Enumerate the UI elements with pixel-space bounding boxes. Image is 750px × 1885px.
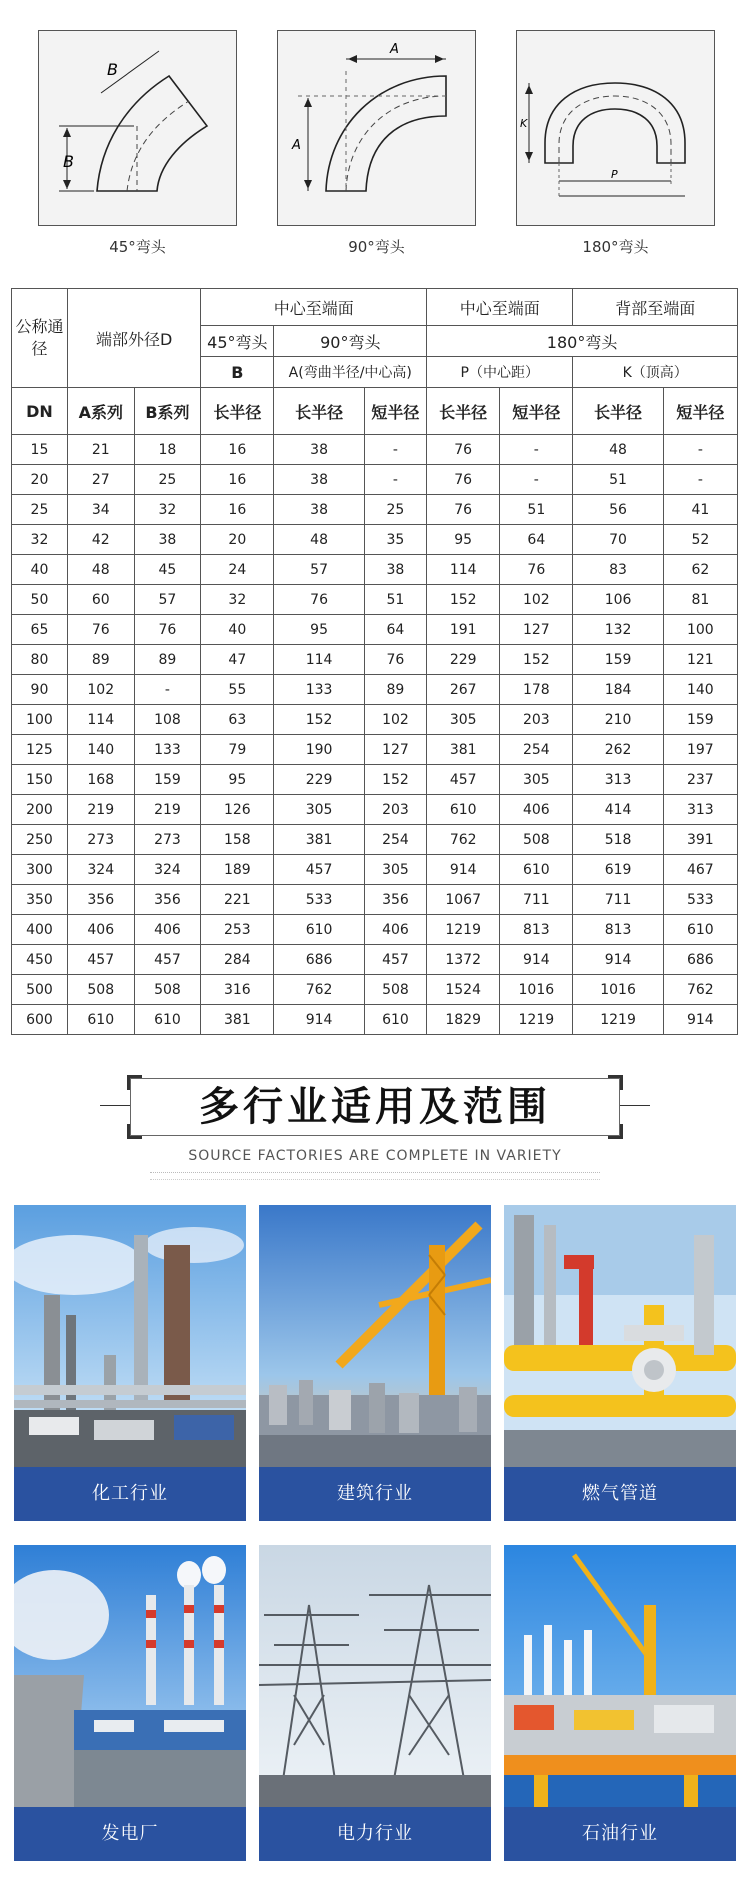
table-cell: 62 bbox=[663, 555, 737, 585]
table-cell: 76 bbox=[500, 555, 573, 585]
header-b-series: B系列 bbox=[134, 388, 201, 435]
elbow-45-diagram bbox=[38, 30, 237, 226]
table-cell: 610 bbox=[500, 855, 573, 885]
table-cell: 108 bbox=[134, 705, 201, 735]
table-cell: 1524 bbox=[427, 975, 500, 1005]
table-cell: 356 bbox=[364, 885, 426, 915]
table-cell: 914 bbox=[663, 1005, 737, 1035]
section-subtitle: SOURCE FACTORIES ARE COMPLETE IN VARIETY bbox=[188, 1148, 562, 1164]
table-cell: 133 bbox=[134, 735, 201, 765]
table-cell: 38 bbox=[274, 435, 364, 465]
table-cell: 203 bbox=[364, 795, 426, 825]
table-cell: - bbox=[663, 435, 737, 465]
table-cell: 159 bbox=[134, 765, 201, 795]
table-cell: 152 bbox=[427, 585, 500, 615]
table-cell: 133 bbox=[274, 675, 364, 705]
table-cell: 25 bbox=[364, 495, 426, 525]
table-cell: 34 bbox=[67, 495, 134, 525]
header-back-to-end: 背部至端面 bbox=[573, 289, 738, 326]
table-cell: - bbox=[364, 465, 426, 495]
table-cell: 47 bbox=[201, 645, 274, 675]
table-row bbox=[12, 975, 738, 1005]
table-cell: 610 bbox=[67, 1005, 134, 1035]
industry-label-construction: 建筑行业 bbox=[259, 1467, 491, 1521]
table-cell: 210 bbox=[573, 705, 663, 735]
table-cell: 114 bbox=[274, 645, 364, 675]
table-cell: 81 bbox=[663, 585, 737, 615]
table-cell: 267 bbox=[427, 675, 500, 705]
table-cell: 457 bbox=[427, 765, 500, 795]
table-cell: 273 bbox=[134, 825, 201, 855]
dim-label-a-side: A bbox=[292, 138, 301, 153]
table-cell: - bbox=[663, 465, 737, 495]
table-cell: 38 bbox=[134, 525, 201, 555]
dim-label-k: K bbox=[520, 117, 528, 130]
table-cell: 89 bbox=[134, 645, 201, 675]
table-cell: 64 bbox=[364, 615, 426, 645]
table-cell: 1829 bbox=[427, 1005, 500, 1035]
table-row bbox=[12, 495, 738, 525]
caption-180: 180°弯头 bbox=[582, 238, 649, 256]
table-row bbox=[12, 1005, 738, 1035]
table-row bbox=[12, 855, 738, 885]
table-cell: 51 bbox=[500, 495, 573, 525]
table-row bbox=[12, 885, 738, 915]
table-cell: 313 bbox=[573, 765, 663, 795]
table-cell: 45 bbox=[134, 555, 201, 585]
table-cell: 102 bbox=[364, 705, 426, 735]
table-cell: 140 bbox=[663, 675, 737, 705]
table-cell: 914 bbox=[274, 1005, 364, 1035]
table-cell: 114 bbox=[67, 705, 134, 735]
table-cell: 51 bbox=[364, 585, 426, 615]
section-line-right bbox=[620, 1105, 650, 1106]
table-cell: 313 bbox=[663, 795, 737, 825]
table-cell: 32 bbox=[12, 525, 68, 555]
header-elbow-180: 180°弯头 bbox=[427, 326, 738, 357]
table-cell: 219 bbox=[134, 795, 201, 825]
table-cell: 95 bbox=[427, 525, 500, 555]
header-center-to-end-a: 中心至端面 bbox=[201, 289, 427, 326]
chemical-plant-photo bbox=[14, 1205, 246, 1467]
table-cell: 15 bbox=[12, 435, 68, 465]
table-cell: 508 bbox=[134, 975, 201, 1005]
industry-card-gas[interactable] bbox=[504, 1205, 736, 1521]
table-cell: 400 bbox=[12, 915, 68, 945]
table-cell: 159 bbox=[573, 645, 663, 675]
table-cell: 60 bbox=[67, 585, 134, 615]
table-cell: 762 bbox=[274, 975, 364, 1005]
table-cell: 381 bbox=[427, 735, 500, 765]
table-cell: 41 bbox=[663, 495, 737, 525]
table-cell: 600 bbox=[12, 1005, 68, 1035]
table-cell: 52 bbox=[663, 525, 737, 555]
table-cell: 250 bbox=[12, 825, 68, 855]
table-cell: 168 bbox=[67, 765, 134, 795]
table-cell: 619 bbox=[573, 855, 663, 885]
table-body bbox=[12, 435, 738, 1035]
table-cell: 508 bbox=[364, 975, 426, 1005]
table-cell: 95 bbox=[201, 765, 274, 795]
table-cell: 324 bbox=[67, 855, 134, 885]
gas-pipeline-photo bbox=[504, 1205, 736, 1467]
elbow-dimension-table bbox=[11, 288, 738, 1035]
table-cell: 57 bbox=[274, 555, 364, 585]
table-cell: 16 bbox=[201, 465, 274, 495]
table-cell: 229 bbox=[274, 765, 364, 795]
header-p-center: P（中心距） bbox=[427, 357, 573, 388]
table-cell: 16 bbox=[201, 435, 274, 465]
construction-crane-photo bbox=[259, 1205, 491, 1467]
table-cell: 76 bbox=[427, 465, 500, 495]
table-cell: 253 bbox=[201, 915, 274, 945]
header-k-top: K（顶高） bbox=[573, 357, 738, 388]
table-cell: 121 bbox=[663, 645, 737, 675]
table-cell: 102 bbox=[500, 585, 573, 615]
table-cell: 114 bbox=[427, 555, 500, 585]
table-row bbox=[12, 435, 738, 465]
table-cell: 132 bbox=[573, 615, 663, 645]
section-title: 多行业适用及范围 bbox=[199, 1084, 551, 1130]
table-cell: 1067 bbox=[427, 885, 500, 915]
header-short-radius-p: 短半径 bbox=[500, 388, 573, 435]
header-nominal-diameter: 公称通径 bbox=[12, 289, 68, 388]
table-cell: 76 bbox=[427, 495, 500, 525]
table-cell: 27 bbox=[67, 465, 134, 495]
table-cell: 102 bbox=[67, 675, 134, 705]
table-cell: 32 bbox=[134, 495, 201, 525]
table-cell: 184 bbox=[573, 675, 663, 705]
elbow-45-drawing bbox=[39, 31, 236, 225]
table-cell: 95 bbox=[274, 615, 364, 645]
table-cell: 381 bbox=[201, 1005, 274, 1035]
header-center-to-end-b: 中心至端面 bbox=[427, 289, 573, 326]
table-cell: 80 bbox=[12, 645, 68, 675]
table-row bbox=[12, 465, 738, 495]
dim-label-a-top: A bbox=[390, 42, 399, 57]
table-cell: 64 bbox=[500, 525, 573, 555]
power-plant-photo bbox=[14, 1545, 246, 1807]
industry-label-oil: 石油行业 bbox=[504, 1807, 736, 1861]
header-a-radius: A(弯曲半径/中心高) bbox=[274, 357, 427, 388]
table-cell: 57 bbox=[134, 585, 201, 615]
table-cell: 221 bbox=[201, 885, 274, 915]
table-cell: 76 bbox=[364, 645, 426, 675]
table-cell: 237 bbox=[663, 765, 737, 795]
table-cell: 191 bbox=[427, 615, 500, 645]
header-long-radius-90: 长半径 bbox=[274, 388, 364, 435]
table-cell: 152 bbox=[274, 705, 364, 735]
table-cell: 140 bbox=[67, 735, 134, 765]
table-cell: 203 bbox=[500, 705, 573, 735]
table-cell: 76 bbox=[427, 435, 500, 465]
table-cell: 126 bbox=[201, 795, 274, 825]
table-cell: 316 bbox=[201, 975, 274, 1005]
table-row bbox=[12, 705, 738, 735]
table-cell: 219 bbox=[67, 795, 134, 825]
table-cell: 414 bbox=[573, 795, 663, 825]
table-cell: 813 bbox=[573, 915, 663, 945]
table-cell: 350 bbox=[12, 885, 68, 915]
table-cell: 457 bbox=[274, 855, 364, 885]
table-cell: 63 bbox=[201, 705, 274, 735]
table-row bbox=[12, 645, 738, 675]
table-cell: 508 bbox=[67, 975, 134, 1005]
table-cell: 197 bbox=[663, 735, 737, 765]
table-cell: 500 bbox=[12, 975, 68, 1005]
table-cell: 48 bbox=[274, 525, 364, 555]
table-cell: 1219 bbox=[427, 915, 500, 945]
table-cell: 90 bbox=[12, 675, 68, 705]
industry-card-oil[interactable] bbox=[504, 1545, 736, 1861]
table-row bbox=[12, 945, 738, 975]
table-row bbox=[12, 825, 738, 855]
industry-label-chemical: 化工行业 bbox=[14, 1467, 246, 1521]
table-cell: 356 bbox=[67, 885, 134, 915]
industry-card-power-plant[interactable] bbox=[14, 1545, 246, 1861]
table-cell: 83 bbox=[573, 555, 663, 585]
table-cell: 711 bbox=[573, 885, 663, 915]
table-cell: 35 bbox=[364, 525, 426, 555]
table-cell: 1372 bbox=[427, 945, 500, 975]
header-dn: DN bbox=[12, 388, 68, 435]
header-long-radius-p: 长半径 bbox=[427, 388, 500, 435]
table-cell: 813 bbox=[500, 915, 573, 945]
table-cell: 254 bbox=[364, 825, 426, 855]
dim-label-b-lower: B bbox=[63, 152, 74, 171]
table-cell: 18 bbox=[134, 435, 201, 465]
table-cell: 406 bbox=[67, 915, 134, 945]
table-cell: 686 bbox=[274, 945, 364, 975]
table-row bbox=[12, 555, 738, 585]
table-cell: 56 bbox=[573, 495, 663, 525]
table-cell: 51 bbox=[573, 465, 663, 495]
table-cell: 190 bbox=[274, 735, 364, 765]
table-cell: 1016 bbox=[500, 975, 573, 1005]
table-row bbox=[12, 915, 738, 945]
header-short-radius-90: 短半径 bbox=[364, 388, 426, 435]
table-cell: 152 bbox=[500, 645, 573, 675]
table-cell: 450 bbox=[12, 945, 68, 975]
table-cell: 79 bbox=[201, 735, 274, 765]
table-row bbox=[12, 525, 738, 555]
table-cell: 32 bbox=[201, 585, 274, 615]
table-cell: - bbox=[500, 465, 573, 495]
table-cell: 324 bbox=[134, 855, 201, 885]
elbow-90-diagram bbox=[277, 30, 476, 226]
table-cell: 284 bbox=[201, 945, 274, 975]
table-cell: 406 bbox=[134, 915, 201, 945]
industry-card-construction[interactable] bbox=[259, 1205, 491, 1521]
table-cell: 76 bbox=[134, 615, 201, 645]
table-cell: 356 bbox=[134, 885, 201, 915]
industry-card-chemical[interactable] bbox=[14, 1205, 246, 1521]
header-short-radius-k: 短半径 bbox=[663, 388, 737, 435]
table-cell: 610 bbox=[134, 1005, 201, 1035]
table-cell: 533 bbox=[274, 885, 364, 915]
table-cell: 406 bbox=[364, 915, 426, 945]
dim-label-p: P bbox=[611, 168, 618, 181]
table-cell: 533 bbox=[663, 885, 737, 915]
elbow-180-drawing bbox=[517, 31, 714, 225]
table-cell: 55 bbox=[201, 675, 274, 705]
table-cell: - bbox=[364, 435, 426, 465]
section-decorative-rule bbox=[150, 1172, 600, 1180]
table-cell: 178 bbox=[500, 675, 573, 705]
table-cell: 189 bbox=[201, 855, 274, 885]
table-cell: 686 bbox=[663, 945, 737, 975]
table-row bbox=[12, 675, 738, 705]
table-cell: 914 bbox=[427, 855, 500, 885]
table-cell: 125 bbox=[12, 735, 68, 765]
table-cell: 38 bbox=[274, 465, 364, 495]
table-cell: 305 bbox=[427, 705, 500, 735]
table-cell: 76 bbox=[67, 615, 134, 645]
table-cell: 914 bbox=[500, 945, 573, 975]
table-cell: 610 bbox=[427, 795, 500, 825]
table-cell: 20 bbox=[12, 465, 68, 495]
table-cell: 20 bbox=[201, 525, 274, 555]
caption-45: 45°弯头 bbox=[109, 238, 166, 256]
table-cell: - bbox=[134, 675, 201, 705]
table-cell: 391 bbox=[663, 825, 737, 855]
elbow-90-drawing bbox=[278, 31, 475, 225]
table-cell: 38 bbox=[274, 495, 364, 525]
table-cell: 305 bbox=[274, 795, 364, 825]
table-cell: 158 bbox=[201, 825, 274, 855]
table-cell: 508 bbox=[500, 825, 573, 855]
header-long-radius-k: 长半径 bbox=[573, 388, 663, 435]
table-row bbox=[12, 795, 738, 825]
table-cell: 25 bbox=[134, 465, 201, 495]
table-cell: 100 bbox=[12, 705, 68, 735]
industry-label-power-plant: 发电厂 bbox=[14, 1807, 246, 1861]
table-cell: 457 bbox=[364, 945, 426, 975]
table-row bbox=[12, 765, 738, 795]
table-cell: 200 bbox=[12, 795, 68, 825]
dim-label-b-upper: B bbox=[107, 60, 118, 79]
header-a-series: A系列 bbox=[67, 388, 134, 435]
header-elbow-90: 90°弯头 bbox=[274, 326, 427, 357]
header-b: B bbox=[201, 357, 274, 388]
header-end-od: 端部外径D bbox=[67, 289, 200, 388]
table-cell: 762 bbox=[663, 975, 737, 1005]
table-cell: 50 bbox=[12, 585, 68, 615]
table-cell: 152 bbox=[364, 765, 426, 795]
table-cell: 1016 bbox=[573, 975, 663, 1005]
table-cell: 48 bbox=[67, 555, 134, 585]
table-cell: 406 bbox=[500, 795, 573, 825]
header-elbow-45: 45°弯头 bbox=[201, 326, 274, 357]
table-cell: 711 bbox=[500, 885, 573, 915]
table-cell: 381 bbox=[274, 825, 364, 855]
table-cell: 21 bbox=[67, 435, 134, 465]
table-cell: 100 bbox=[663, 615, 737, 645]
table-cell: 914 bbox=[573, 945, 663, 975]
table-cell: 38 bbox=[364, 555, 426, 585]
section-line-left bbox=[100, 1105, 130, 1106]
table-cell: 467 bbox=[663, 855, 737, 885]
industry-card-power[interactable] bbox=[259, 1545, 491, 1861]
table-cell: 76 bbox=[274, 585, 364, 615]
table-cell: 42 bbox=[67, 525, 134, 555]
table-cell: 25 bbox=[12, 495, 68, 525]
table-cell: 229 bbox=[427, 645, 500, 675]
table-cell: 300 bbox=[12, 855, 68, 885]
table-cell: 305 bbox=[500, 765, 573, 795]
table-cell: 127 bbox=[500, 615, 573, 645]
table-cell: 610 bbox=[663, 915, 737, 945]
table-cell: 1219 bbox=[573, 1005, 663, 1035]
table-cell: 48 bbox=[573, 435, 663, 465]
table-cell: 89 bbox=[364, 675, 426, 705]
caption-90: 90°弯头 bbox=[348, 238, 405, 256]
table-cell: 518 bbox=[573, 825, 663, 855]
table-cell: 254 bbox=[500, 735, 573, 765]
table-cell: 16 bbox=[201, 495, 274, 525]
table-cell: 40 bbox=[201, 615, 274, 645]
table-cell: 457 bbox=[134, 945, 201, 975]
table-row bbox=[12, 585, 738, 615]
table-row bbox=[12, 615, 738, 645]
table-cell: - bbox=[500, 435, 573, 465]
table-cell: 273 bbox=[67, 825, 134, 855]
table-cell: 150 bbox=[12, 765, 68, 795]
table-cell: 159 bbox=[663, 705, 737, 735]
table-row bbox=[12, 735, 738, 765]
elbow-diagrams bbox=[0, 0, 750, 280]
table-cell: 762 bbox=[427, 825, 500, 855]
table-cell: 127 bbox=[364, 735, 426, 765]
table-cell: 89 bbox=[67, 645, 134, 675]
table-cell: 457 bbox=[67, 945, 134, 975]
table-cell: 65 bbox=[12, 615, 68, 645]
table-cell: 70 bbox=[573, 525, 663, 555]
table-cell: 305 bbox=[364, 855, 426, 885]
power-substation-photo bbox=[259, 1545, 491, 1807]
industry-label-gas: 燃气管道 bbox=[504, 1467, 736, 1521]
table-cell: 1219 bbox=[500, 1005, 573, 1035]
elbow-180-diagram bbox=[516, 30, 715, 226]
table-cell: 262 bbox=[573, 735, 663, 765]
table-cell: 610 bbox=[364, 1005, 426, 1035]
table-cell: 106 bbox=[573, 585, 663, 615]
table-cell: 40 bbox=[12, 555, 68, 585]
oil-platform-photo bbox=[504, 1545, 736, 1807]
industry-label-power: 电力行业 bbox=[259, 1807, 491, 1861]
table-cell: 24 bbox=[201, 555, 274, 585]
table-cell: 610 bbox=[274, 915, 364, 945]
header-long-radius-45: 长半径 bbox=[201, 388, 274, 435]
